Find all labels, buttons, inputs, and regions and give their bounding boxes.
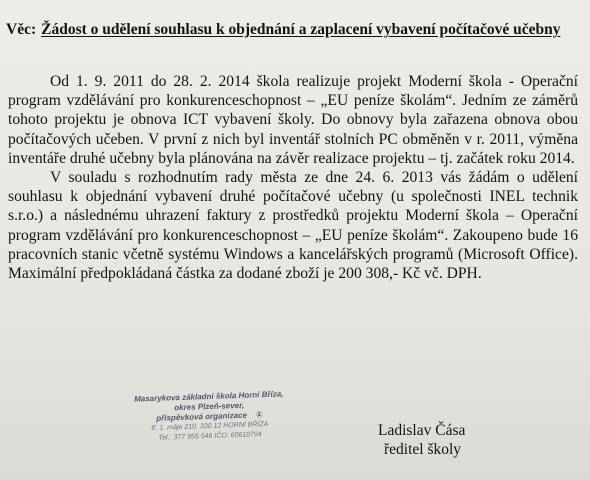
- stamp-mark: ①: [255, 410, 263, 420]
- signatory-role: ředitel školy: [384, 441, 462, 458]
- stamp-district: okres Plzeň-sever,: [174, 400, 245, 413]
- letter-subject: [6, 20, 581, 40]
- signature-block: [378, 421, 465, 459]
- letter-body: [8, 72, 578, 283]
- stamp-contact: Tel.: 377 955 546 IČO: 60610794: [158, 431, 262, 442]
- subject-text: Žádost o udělení souhlasu k objednání a zaplacení vybavení počítačové učebny: [41, 21, 561, 38]
- paragraph-request: V souladu s rozhodnutím rady města ze dne 24. 6. 2013 vás žádám o udělení souhlasu k objednání vybavení druhé počítačové učebny (u společnosti INEL technik s.r.o.) a následnému uhrazení faktury z prostředků projektu Moderní škola – Operační program vzdělávání pro konkurenceschopnost – „EU peníze školám“. Zakoupeno bude 16 pracovních stanic včetně systému Windows a kancelářských programů (Microsoft Office). Maximální předpokládaná částka za dodané zboží je 200 308,- Kč vč. DPH.: [8, 169, 578, 283]
- stamp-organization-text: příspěvková organizace: [156, 410, 248, 423]
- school-stamp: [121, 389, 298, 445]
- paragraph-intro: Od 1. 9. 2011 do 28. 2. 2014 škola realizuje projekt Moderní škola - Operační program vzdělávání pro konkurenceschopnost – „EU peníze školám“. Jedním ze záměrů tohoto projektu je obnova ICT vybavení školy. Do obnovy byla zařazena obnova obou počítačových učeben. V první z nich byl inventář stolních PC obměněn v r. 2011, výměna inventáře druhé učebny byla plánována na závěr realizace projektu – tj. začátek roku 2014.: [8, 73, 578, 167]
- stamp-address: tř. 1. máje 210, 330 12 HORNÍ BŘÍZA: [151, 420, 269, 433]
- subject-label: Věc:: [6, 21, 37, 38]
- stamp-school-name: Masarykova základní škola Horní Bříza,: [133, 389, 284, 404]
- signatory-name: Ladislav Čása: [378, 422, 466, 439]
